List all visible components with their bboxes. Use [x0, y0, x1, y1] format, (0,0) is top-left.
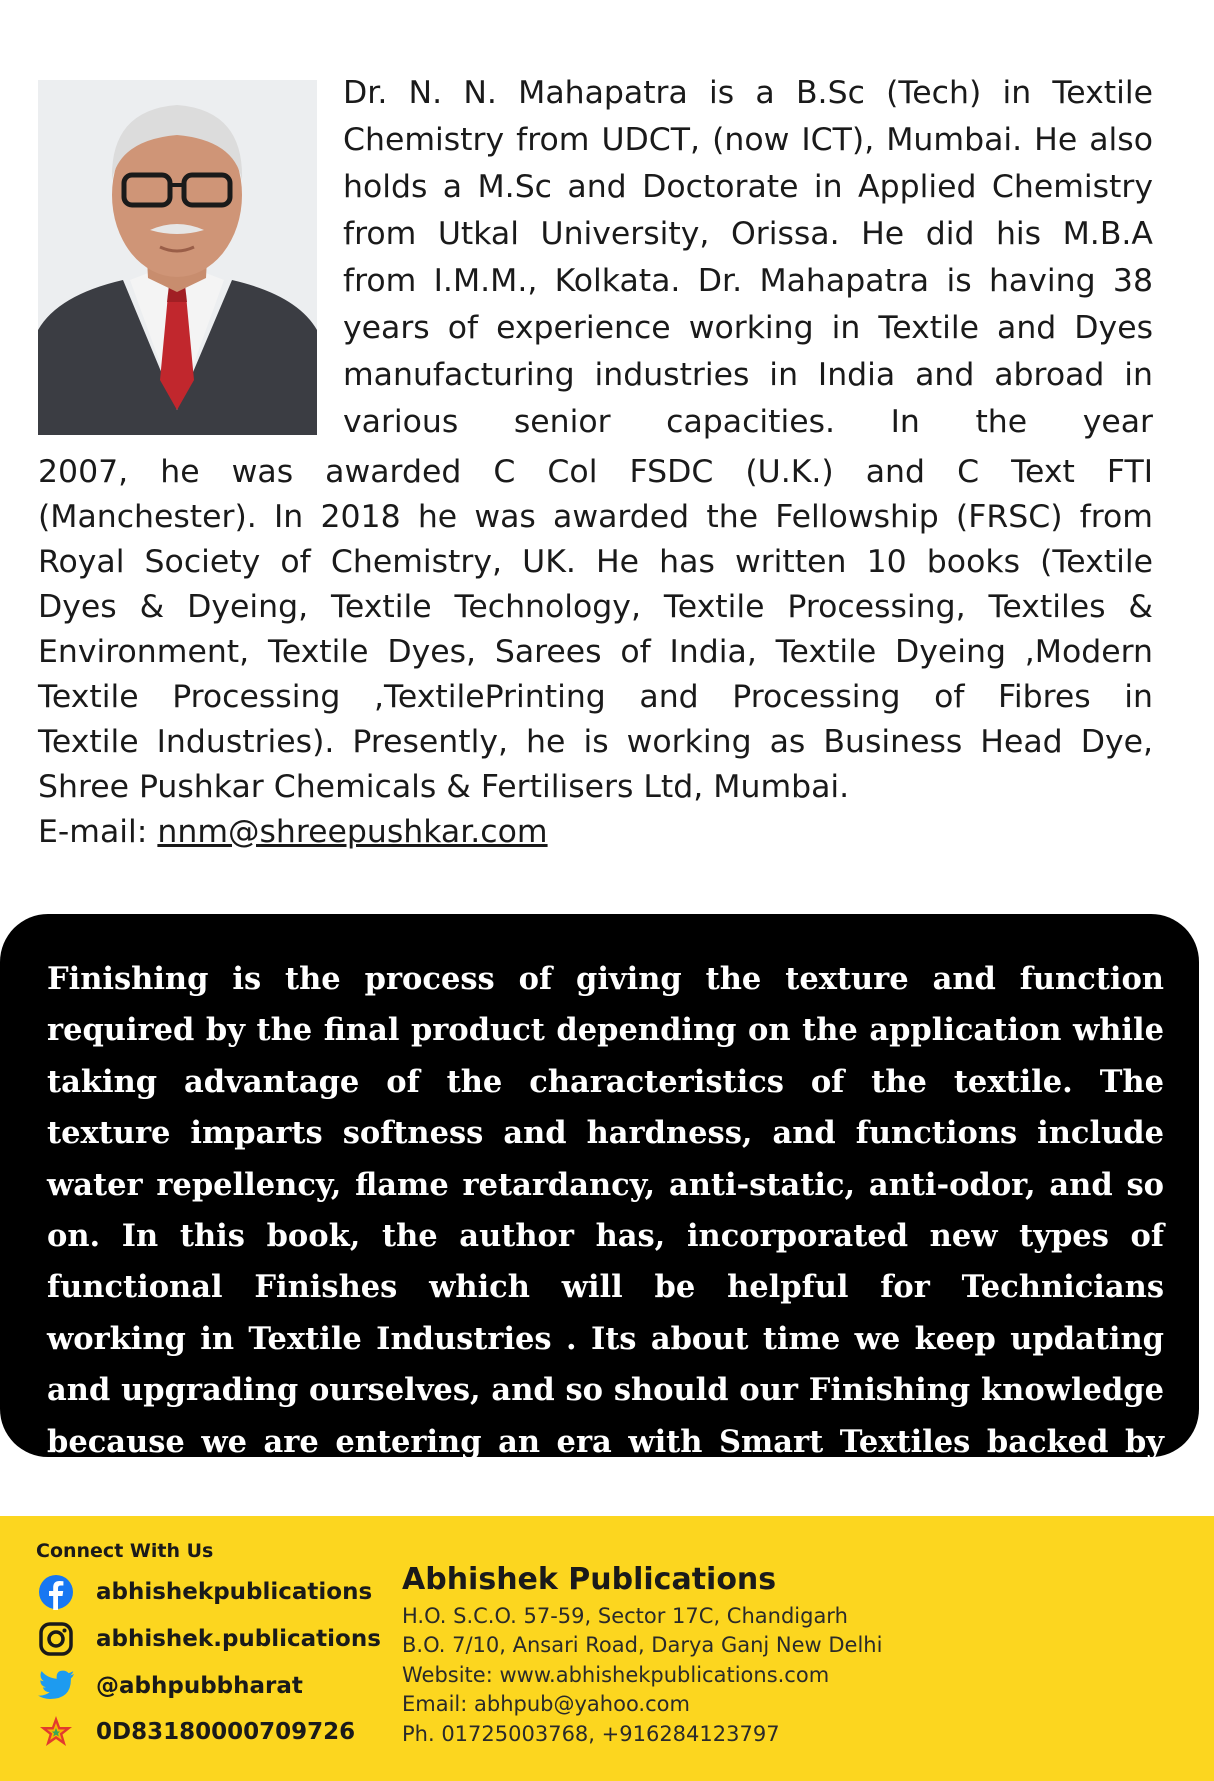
- social-star[interactable]: [36, 1712, 355, 1752]
- author-email: [38, 810, 548, 855]
- social-label: @abhpubbharat: [96, 1673, 303, 1699]
- email-label: E-mail:: [38, 814, 158, 850]
- publisher-footer: [0, 1516, 1214, 1781]
- book-blurb-text: Finishing is the process of giving the texture and function required by the final product depending on the application while taking advantage of the characteristics of the textile. The texture imparts softness and hardness, and functions include water repellency, flame retardancy, anti-static, anti-odor, and so on. In this book, the author has, incorporated new types of functional Finishes which will be helpful for Technicians working in Textile Industries . Its about time we keep updating and upgrading ourselves, and so should our Finishing knowledge because we are entering an era with Smart Textiles backed by Artificial Intelligence.: [47, 961, 1164, 1512]
- bio-line: Royal Society of Chemistry, UK. He has written 10 books (Textile: [38, 544, 1153, 580]
- bio-line: 2007, he was awarded C Col FSDC (U.K.) and C Text FTI: [38, 454, 1153, 490]
- social-twitter[interactable]: [36, 1666, 303, 1706]
- bio-line: Shree Pushkar Chemicals & Fertilisers Ltd, Mumbai.: [38, 769, 850, 805]
- connect-title: Connect With Us: [36, 1540, 214, 1562]
- email-link[interactable]: nnm@shreepushkar.com: [157, 814, 548, 850]
- publisher-branch-office: B.O. 7/10, Ansari Road, Darya Ganj New Delhi: [402, 1633, 883, 1657]
- bio-line: Textile Processing ,TextilePrinting and Processing of Fibres in: [38, 679, 1153, 715]
- bio-line: (Manchester). In 2018 he was awarded the Fellowship (FRSC) from: [38, 499, 1153, 535]
- bio-line: Environment, Textile Dyes, Sarees of India, Textile Dyeing ,Modern: [38, 634, 1153, 670]
- star-icon: [36, 1712, 76, 1752]
- bio-intro: Dr. N. N. Mahapatra is a B.Sc (Tech) in Textile Chemistry from UDCT, (now ICT), Mumbai. He also holds a M.Sc and Doctorate in Applied Chemistry from Utkal University, Orissa. He did his M.B.A from I.M.M., Kolkata. Dr. Mahapatra is having 38 years of experience working in Textile and Dyes manufacturing industries in India and abroad in various senior capacities. In the year: [343, 75, 1153, 440]
- bio-continued: [38, 450, 1153, 810]
- social-label: abhishekpublications: [96, 1579, 373, 1605]
- instagram-icon: [36, 1619, 76, 1659]
- social-facebook[interactable]: [36, 1572, 372, 1612]
- author-photo: [38, 80, 317, 435]
- facebook-icon: [36, 1572, 76, 1612]
- bio-line: Dyes & Dyeing, Textile Technology, Textile Processing, Textiles &: [38, 589, 1153, 625]
- publisher-name: Abhishek Publications: [402, 1562, 777, 1597]
- social-label: 0D83180000709726: [96, 1719, 356, 1745]
- publisher-email[interactable]: Email: abhpub@yahoo.com: [402, 1692, 690, 1716]
- social-label: abhishek.publications: [96, 1626, 381, 1652]
- social-instagram[interactable]: [36, 1619, 381, 1659]
- twitter-icon: [36, 1666, 76, 1706]
- book-blurb-box: [0, 914, 1199, 1512]
- publisher-website[interactable]: Website: www.abhishekpublications.com: [402, 1663, 830, 1687]
- bio-line: Textile Industries). Presently, he is working as Business Head Dye,: [38, 724, 1153, 760]
- publisher-head-office: H.O. S.C.O. 57-59, Sector 17C, Chandigarh: [402, 1604, 848, 1628]
- publisher-phone: Ph. 01725003768, +916284123797: [402, 1722, 780, 1746]
